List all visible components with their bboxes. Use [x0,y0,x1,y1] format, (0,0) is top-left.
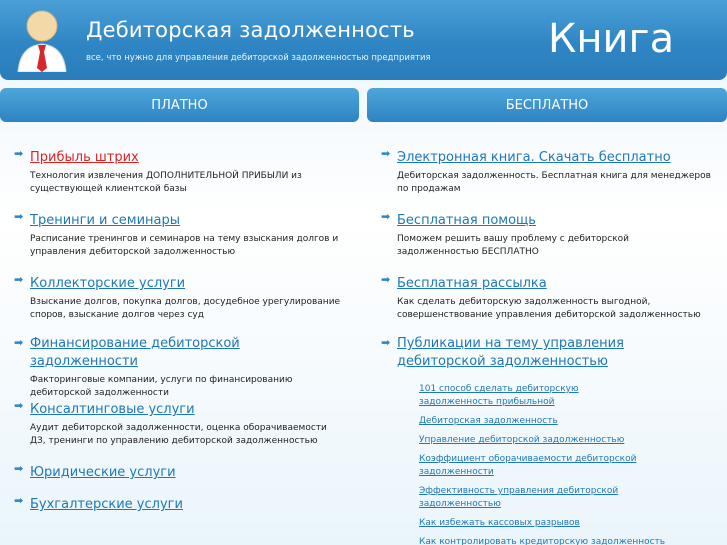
item-link-profit[interactable]: Прибыль штрих [30,150,139,165]
arrow-right-icon: ➡ [381,147,391,160]
arrow-right-icon: ➡ [14,273,24,286]
list-item [14,209,344,259]
list-item [14,146,344,196]
list-item [14,398,344,448]
list-item [381,335,711,545]
list-item [14,493,344,514]
site-title: Дебиторская задолженность [86,18,415,42]
tab-paid[interactable]: ПЛАТНО [0,88,359,122]
publication-link[interactable]: Коэффициент оборачиваемости дебиторской задолженности [419,454,637,477]
arrow-right-icon: ➡ [14,399,24,412]
publication-link[interactable]: Как избежать кассовых разрывов [419,518,580,528]
list-item [14,335,344,400]
list-item [14,461,344,482]
item-link-consulting[interactable]: Консалтинговые услуги [30,402,195,417]
item-link-free-help[interactable]: Бесплатная помощь [397,213,536,228]
item-description: Аудит дебиторской задолженности, оценка оборачиваемости ДЗ, тренинги по управлению дебиторской задолженностью [30,423,327,446]
arrow-right-icon: ➡ [381,273,391,286]
arrow-right-icon: ➡ [14,147,24,160]
item-link-publications[interactable]: Публикации на тему управления дебиторской задолженностью [397,336,624,369]
publication-link[interactable]: Как контролировать кредиторскую задолженность [419,537,666,545]
item-link-newsletter[interactable]: Бесплатная рассылка [397,276,547,291]
arrow-right-icon: ➡ [14,210,24,223]
arrow-right-icon: ➡ [381,210,391,223]
item-link-accounting[interactable]: Бухгалтерские услуги [30,497,183,512]
list-item [381,209,711,259]
list-item [381,146,711,196]
list-item [14,272,344,322]
arrow-right-icon: ➡ [14,462,24,475]
item-description: Как сделать дебиторскую задолженность выгодной, совершенствование управления дебиторской задолженностью [397,297,701,320]
list-item [381,272,711,322]
arrow-right-icon: ➡ [381,336,391,349]
publication-link[interactable]: Дебиторская задолженность [419,416,558,426]
tab-free[interactable]: БЕСПЛАТНО [367,88,727,122]
item-description: Поможем решить вашу проблему с дебиторской задолженностью БЕСПЛАТНО [397,234,629,257]
item-link-trainings[interactable]: Тренинги и семинары [30,213,181,228]
publication-link[interactable]: 101 способ сделать дебиторскую задолженность прибыльной [419,384,579,407]
item-link-legal[interactable]: Юридические услуги [30,465,176,480]
arrow-right-icon: ➡ [14,336,24,349]
item-description: Взыскание долгов, покупка долгов, досудебное урегулирование споров, взыскание долгов через суд [30,297,341,320]
publication-link[interactable]: Управление дебиторской задолженностью [419,435,625,445]
publication-link[interactable]: Эффективность управления дебиторской задолженностью [419,486,619,509]
user-avatar-icon [14,8,70,72]
item-description: Дебиторская задолженность. Бесплатная книга для менеджеров по продажам [397,171,711,194]
site-subtitle: все, что нужно для управления дебиторской задолженностью предприятия [86,53,431,63]
arrow-right-icon: ➡ [14,494,24,507]
item-link-ebook[interactable]: Электронная книга. Скачать бесплатно [397,150,671,165]
item-link-collectors[interactable]: Коллекторские услуги [30,276,186,291]
book-title[interactable]: Книга [548,16,675,62]
item-description: Расписание тренингов и семинаров на тему взыскания долгов и управления дебиторской задолженностью [30,234,339,257]
item-description: Технология извлечения ДОПОЛНИТЕЛЬНОЙ ПРИБЫЛИ из существующей клиентской базы [30,171,302,194]
item-link-financing[interactable]: Финансирование дебиторской задолженности [30,336,240,369]
publications-list [397,383,711,545]
item-description: Факторинговые компании, услуги по финансированию дебиторской задолженности [30,375,293,398]
header [0,0,727,80]
